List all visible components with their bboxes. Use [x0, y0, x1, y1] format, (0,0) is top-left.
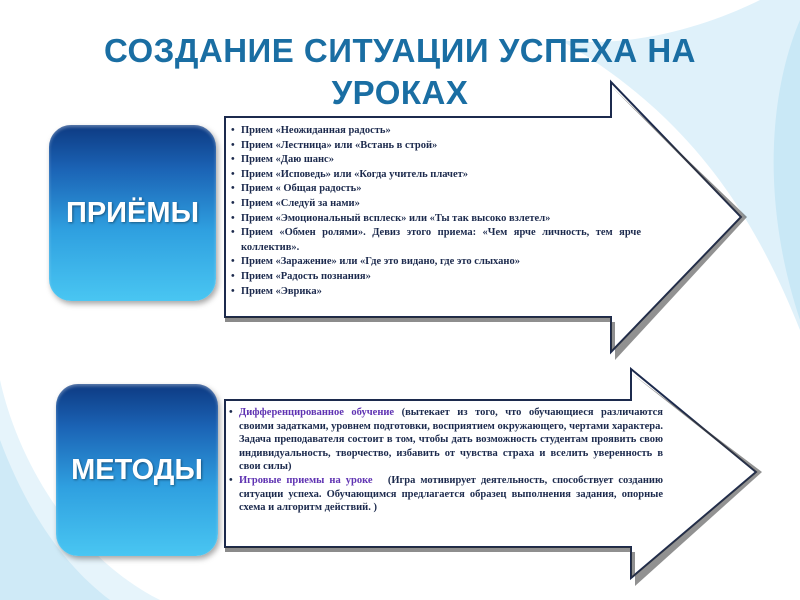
method-term: Игровые приемы на уроке	[239, 474, 373, 486]
method-description: (вытекает из того, что обучающиеся различаются своими задатками, уровнем подготовки, восприятием окружающего, чертами характера. Задача преподавателя состоит в том, чтобы дать возможность студентам проявить свою индивидуальность, творчество, избавить от чувства страха и вселить уверенность в свои силы)	[239, 407, 663, 473]
list-item: • Прием «Даю шанс»	[231, 153, 641, 168]
list-item: • Прием «Лестница» или «Встань в строй»	[231, 139, 641, 154]
metody-list	[229, 406, 666, 515]
method-description: (Игра мотивирует деятельность, способствует созданию ситуации успеха. Обучающимся предлагается образец выполнения задания, опорные схема и алгоритм действий. )	[239, 474, 666, 514]
priemy-label	[49, 125, 216, 301]
list-item	[229, 474, 666, 515]
list-item: • Прием «Эмоциональный всплеск» или «Ты так высоко взлетел»	[231, 212, 641, 227]
list-item: • Прием «Эврика»	[231, 285, 641, 300]
list-item: • Прием «Заражение» или «Где это видано, где это слыхано»	[231, 255, 641, 270]
list-item: • Прием « Общая радость»	[231, 182, 641, 197]
list-item: • Прием «Обмен ролями». Девиз этого приема: «Чем ярче личность, тем ярче коллектив».	[231, 226, 641, 255]
metody-label	[56, 384, 218, 556]
method-term: Дифференцированное обучение	[239, 407, 395, 418]
list-item: • Прием «Радость познания»	[231, 270, 641, 285]
priemy-list	[231, 124, 641, 299]
priemy-label-text: ПРИЁМЫ	[66, 196, 199, 229]
list-item	[229, 406, 663, 474]
list-item: • Прием «Неожиданная радость»	[231, 124, 641, 139]
list-item: • Прием «Исповедь» или «Когда учитель плачет»	[231, 168, 641, 183]
list-item: • Прием «Следуй за нами»	[231, 197, 641, 212]
page-title: СОЗДАНИЕ СИТУАЦИИ УСПЕХА НА УРОКАХ	[104, 32, 696, 112]
metody-label-text: МЕТОДЫ	[71, 453, 203, 486]
